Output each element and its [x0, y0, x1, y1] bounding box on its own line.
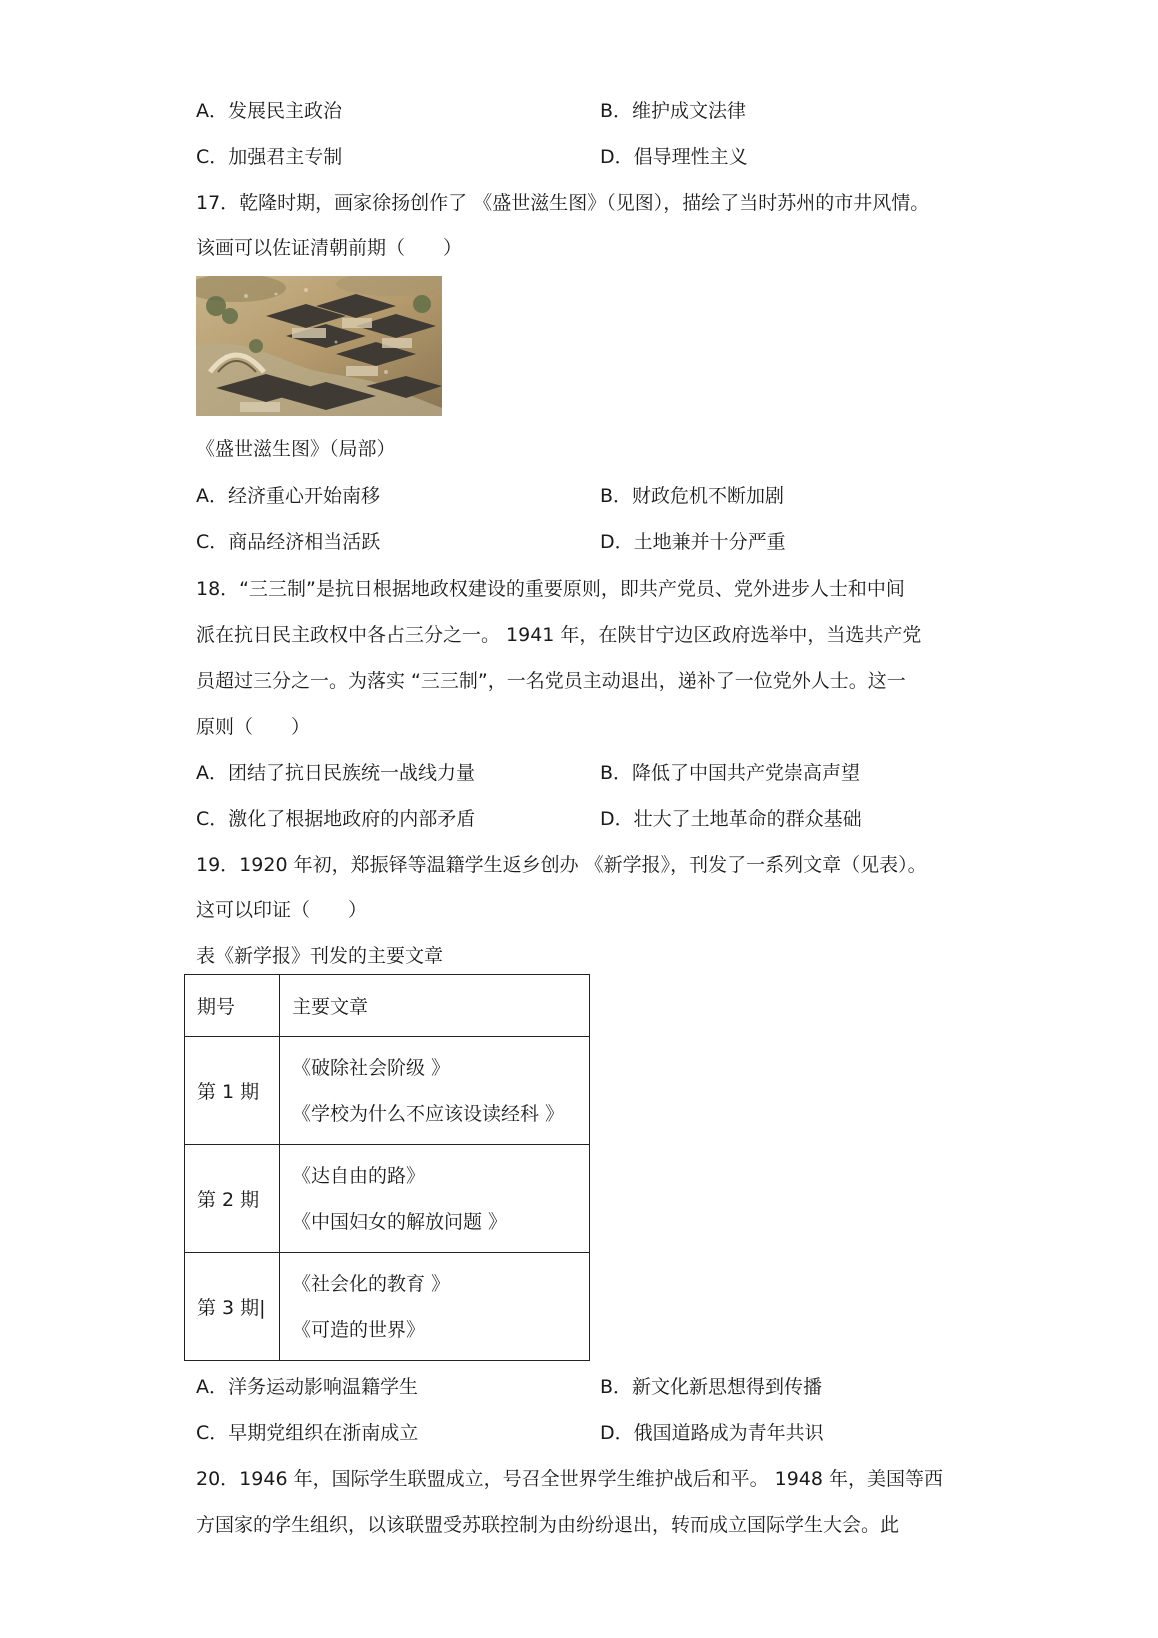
article-title: 《学校为什么不应该设读经科 》 [292, 1102, 565, 1125]
q18-stem-line-4: 原则（ ） [196, 716, 311, 738]
table-row [185, 1253, 590, 1361]
q17-option-a[interactable]: A．经济重心开始南移 [196, 485, 380, 507]
table-cell-articles [280, 1145, 590, 1253]
article-title: 《达自由的路》 [292, 1164, 426, 1187]
articles-table [184, 974, 590, 1361]
q17-stem-line-1: 17．乾隆时期，画家徐扬创作了 《盛世滋生图》（见图），描绘了当时苏州的市井风情。 [196, 192, 930, 214]
q19-option-d[interactable]: D．俄国道路成为青年共识 [600, 1422, 824, 1444]
table-cell-issue: 第 1 期 [185, 1037, 280, 1145]
q19-stem-line-2: 这可以印证（ ） [196, 899, 368, 921]
table-cell-articles [280, 1037, 590, 1145]
q18-stem-line-3: 员超过三分之一。为落实 “三三制”，一名党员主动退出，递补了一位党外人士。这一 [196, 670, 906, 692]
q17-image-caption: 《盛世滋生图》（局部） [196, 438, 396, 460]
q18-stem-line-1: 18．“三三制”是抗日根据地政权建设的重要原则，即共产党员、党外进步人士和中间 [196, 578, 905, 600]
q19-option-c[interactable]: C．早期党组织在浙南成立 [196, 1422, 419, 1444]
q20-stem-line-2: 方国家的学生组织，以该联盟受苏联控制为由纷纷退出，转而成立国际学生大会。此 [196, 1514, 900, 1536]
q18-option-d[interactable]: D．壮大了土地革命的群众基础 [600, 808, 862, 830]
q17-option-d[interactable]: D．土地兼并十分严重 [600, 531, 786, 553]
q19-table-caption: 表《新学报》刊发的主要文章 [196, 945, 444, 967]
q17-option-c[interactable]: C．商品经济相当活跃 [196, 531, 381, 553]
q17-stem-line-2: 该画可以佐证清朝前期（ ） [196, 237, 463, 259]
q16-option-b[interactable]: B．维护成文法律 [600, 100, 747, 122]
article-title: 《破除社会阶级 》 [292, 1056, 451, 1079]
article-title: 《社会化的教育 》 [292, 1272, 451, 1295]
shengshi-zishengtu-painting [196, 276, 442, 416]
q19-option-a[interactable]: A．洋务运动影响温籍学生 [196, 1376, 418, 1398]
table-cell-issue: 第 3 期| [185, 1253, 280, 1361]
table-row [185, 1037, 590, 1145]
q19-option-b[interactable]: B．新文化新思想得到传播 [600, 1376, 823, 1398]
article-title: 《中国妇女的解放问题 》 [292, 1210, 508, 1233]
q16-option-d[interactable]: D．倡导理性主义 [600, 146, 748, 168]
q18-stem-line-2: 派在抗日民主政权中各占三分之一。 1941 年，在陕甘宁边区政府选举中，当选共产党 [196, 624, 922, 646]
q16-option-c[interactable]: C．加强君主专制 [196, 146, 343, 168]
q20-stem-line-1: 20．1946 年，国际学生联盟成立，号召全世界学生维护战后和平。 1948 年，美国等西 [196, 1468, 944, 1490]
table-cell-issue: 第 2 期 [185, 1145, 280, 1253]
q16-option-a[interactable]: A．发展民主政治 [196, 100, 342, 122]
table-header-issue: 期号 [185, 975, 280, 1037]
table-row [185, 1145, 590, 1253]
q18-option-a[interactable]: A．团结了抗日民族统一战线力量 [196, 762, 475, 784]
q17-option-b[interactable]: B．财政危机不断加剧 [600, 485, 785, 507]
article-title: 《可造的世界》 [292, 1318, 426, 1341]
q18-option-b[interactable]: B．降低了中国共产党崇高声望 [600, 762, 861, 784]
table-header-row [185, 975, 590, 1037]
table-header-articles: 主要文章 [280, 975, 590, 1037]
q19-stem-line-1: 19．1920 年初，郑振铎等温籍学生返乡创办 《新学报》，刊发了一系列文章（见表）。 [196, 854, 927, 876]
q18-option-c[interactable]: C．激化了根据地政府的内部矛盾 [196, 808, 476, 830]
table-cell-articles [280, 1253, 590, 1361]
